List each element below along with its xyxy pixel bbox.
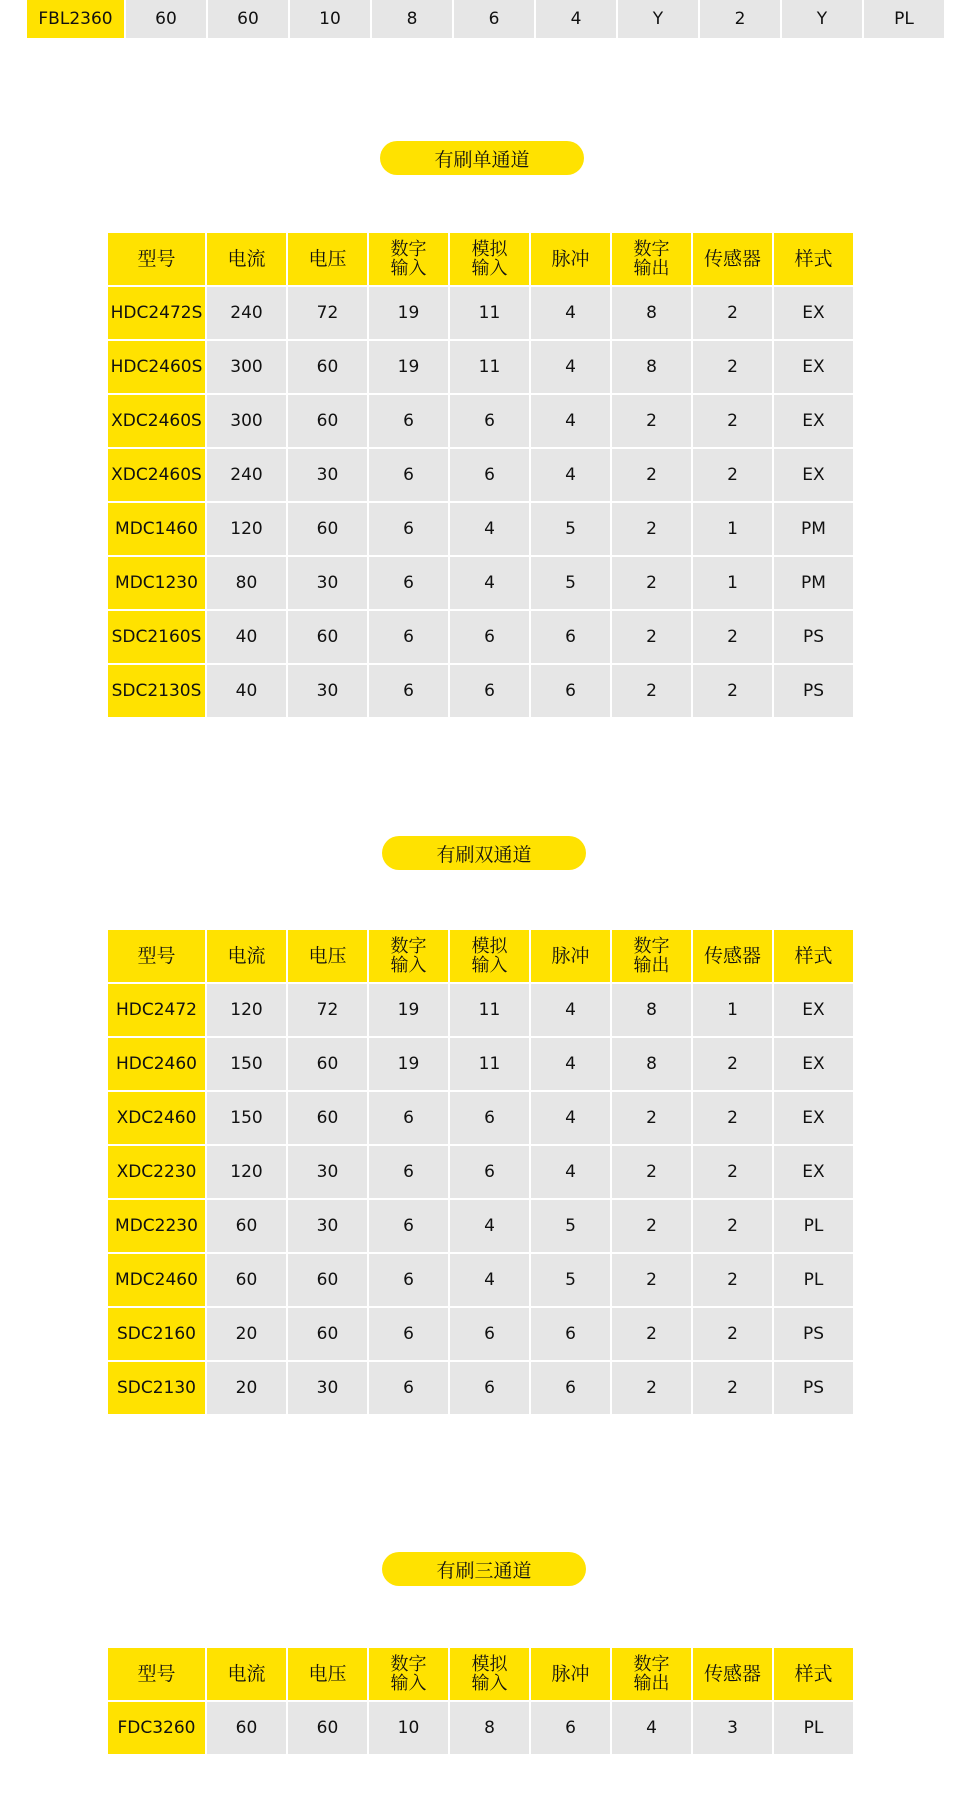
table-cell-pulse: 6 (531, 1308, 610, 1360)
header-pulse: 脉冲 (531, 930, 610, 982)
table-cell-digital-out: 2 (612, 395, 691, 447)
table-cell-digital-out: 8 (612, 341, 691, 393)
table-cell-voltage: 30 (288, 1200, 367, 1252)
section-title-dual-channel: 有刷双通道 (382, 836, 586, 870)
table-cell-current: 60 (207, 1254, 286, 1306)
model-cell: SDC2130S (108, 665, 205, 717)
table-cell-current: 150 (207, 1092, 286, 1144)
table-cell-pulse: 5 (531, 557, 610, 609)
model-cell: SDC2160 (108, 1308, 205, 1360)
table-cell-current: 60 (207, 1200, 286, 1252)
table-cell-digital-in: 6 (369, 1254, 448, 1306)
table-cell-analog-in: 6 (450, 1362, 529, 1414)
table-cell-style: EX (774, 341, 853, 393)
model-cell: XDC2460S (108, 395, 205, 447)
table-cell-sensor: 3 (693, 1702, 772, 1754)
header-style: 样式 (774, 1648, 853, 1700)
model-cell: MDC2230 (108, 1200, 205, 1252)
dual-channel-table (108, 930, 853, 1414)
table-cell-voltage: 60 (288, 1038, 367, 1090)
table-cell-digital-in: 6 (369, 1308, 448, 1360)
table-cell-style: PL (774, 1702, 853, 1754)
table-cell-current: 120 (207, 503, 286, 555)
table-cell-digital-in: 6 (369, 449, 448, 501)
header-model: 型号 (108, 233, 205, 285)
table-cell-digital-in: 6 (369, 557, 448, 609)
style-cell: PL (864, 0, 944, 38)
top-partial-row (27, 0, 944, 38)
table-cell-voltage: 60 (288, 503, 367, 555)
table-cell-analog-in: 11 (450, 341, 529, 393)
table-cell-pulse: 4 (531, 1092, 610, 1144)
table-cell-analog-in: 4 (450, 1200, 529, 1252)
model-cell: MDC2460 (108, 1254, 205, 1306)
table-cell-sensor: 2 (693, 1200, 772, 1252)
model-cell: SDC2160S (108, 611, 205, 663)
table-cell-voltage: 30 (288, 557, 367, 609)
table-cell-style: PS (774, 1308, 853, 1360)
table-cell-digital-out: 2 (612, 557, 691, 609)
table-cell-sensor: 1 (693, 984, 772, 1036)
header-digital-in: 数字 输入 (369, 930, 448, 982)
value-cell: Y (782, 0, 862, 38)
table-cell-digital-in: 6 (369, 1092, 448, 1144)
header-voltage: 电压 (288, 930, 367, 982)
table-cell-digital-out: 8 (612, 1038, 691, 1090)
table-cell-digital-in: 6 (369, 1200, 448, 1252)
table-cell-digital-out: 2 (612, 611, 691, 663)
table-cell-digital-out: 2 (612, 1146, 691, 1198)
table-cell-pulse: 6 (531, 1362, 610, 1414)
table-cell-analog-in: 6 (450, 449, 529, 501)
table-cell-current: 40 (207, 611, 286, 663)
table-cell-sensor: 2 (693, 1362, 772, 1414)
table-cell-digital-out: 2 (612, 1254, 691, 1306)
header-current: 电流 (207, 930, 286, 982)
table-cell-style: PL (774, 1200, 853, 1252)
header-style: 样式 (774, 233, 853, 285)
header-sensor: 传感器 (693, 233, 772, 285)
model-cell: FBL2360 (27, 0, 124, 38)
model-cell: SDC2130 (108, 1362, 205, 1414)
model-cell: HDC2460 (108, 1038, 205, 1090)
table-cell-current: 150 (207, 1038, 286, 1090)
table-cell-digital-in: 19 (369, 984, 448, 1036)
value-cell: 6 (454, 0, 534, 38)
table-cell-sensor: 1 (693, 503, 772, 555)
header-analog-in: 模拟 输入 (450, 1648, 529, 1700)
model-cell: XDC2460S (108, 449, 205, 501)
table-cell-current: 300 (207, 341, 286, 393)
table-cell-voltage: 60 (288, 1308, 367, 1360)
table-cell-analog-in: 4 (450, 1254, 529, 1306)
table-cell-analog-in: 11 (450, 1038, 529, 1090)
value-cell: 8 (372, 0, 452, 38)
single-channel-table (108, 233, 853, 717)
table-cell-sensor: 2 (693, 1254, 772, 1306)
table-cell-analog-in: 11 (450, 287, 529, 339)
table-cell-style: PL (774, 1254, 853, 1306)
triple-channel-table (108, 1648, 853, 1754)
table-cell-voltage: 60 (288, 395, 367, 447)
table-cell-pulse: 6 (531, 1702, 610, 1754)
header-analog-in: 模拟 输入 (450, 930, 529, 982)
header-pulse: 脉冲 (531, 233, 610, 285)
table-cell-pulse: 6 (531, 611, 610, 663)
table-cell-pulse: 6 (531, 665, 610, 717)
table-cell-current: 300 (207, 395, 286, 447)
table-cell-voltage: 30 (288, 449, 367, 501)
table-cell-digital-out: 4 (612, 1702, 691, 1754)
section-title-single-channel: 有刷单通道 (380, 141, 584, 175)
table-cell-sensor: 2 (693, 1146, 772, 1198)
table-cell-sensor: 1 (693, 557, 772, 609)
model-cell: MDC1460 (108, 503, 205, 555)
table-cell-digital-in: 19 (369, 1038, 448, 1090)
table-cell-pulse: 5 (531, 1200, 610, 1252)
table-cell-digital-out: 8 (612, 287, 691, 339)
table-cell-digital-in: 6 (369, 395, 448, 447)
table-cell-current: 20 (207, 1362, 286, 1414)
table-cell-pulse: 4 (531, 984, 610, 1036)
table-cell-sensor: 2 (693, 341, 772, 393)
value-cell: 4 (536, 0, 616, 38)
table-cell-analog-in: 6 (450, 1092, 529, 1144)
table-cell-current: 80 (207, 557, 286, 609)
table-cell-pulse: 4 (531, 1038, 610, 1090)
header-sensor: 传感器 (693, 1648, 772, 1700)
table-cell-sensor: 2 (693, 287, 772, 339)
header-digital-out: 数字 输出 (612, 1648, 691, 1700)
table-cell-digital-out: 2 (612, 503, 691, 555)
table-cell-pulse: 4 (531, 449, 610, 501)
table-cell-analog-in: 6 (450, 395, 529, 447)
model-cell: HDC2472 (108, 984, 205, 1036)
table-cell-style: PS (774, 1362, 853, 1414)
table-cell-digital-out: 2 (612, 1092, 691, 1144)
header-analog-in: 模拟 输入 (450, 233, 529, 285)
table-cell-analog-in: 6 (450, 1308, 529, 1360)
table-cell-voltage: 72 (288, 287, 367, 339)
table-cell-style: EX (774, 449, 853, 501)
header-current: 电流 (207, 1648, 286, 1700)
table-cell-analog-in: 6 (450, 611, 529, 663)
table-cell-voltage: 60 (288, 1092, 367, 1144)
value-cell: 10 (290, 0, 370, 38)
table-cell-style: PM (774, 557, 853, 609)
table-cell-current: 240 (207, 449, 286, 501)
table-cell-digital-in: 6 (369, 1146, 448, 1198)
value-cell: 2 (700, 0, 780, 38)
table-cell-style: EX (774, 1146, 853, 1198)
header-current: 电流 (207, 233, 286, 285)
table-cell-digital-in: 19 (369, 287, 448, 339)
table-cell-voltage: 30 (288, 665, 367, 717)
table-cell-pulse: 4 (531, 341, 610, 393)
table-cell-current: 20 (207, 1308, 286, 1360)
table-cell-sensor: 2 (693, 395, 772, 447)
table-cell-voltage: 30 (288, 1146, 367, 1198)
header-voltage: 电压 (288, 1648, 367, 1700)
header-digital-out: 数字 输出 (612, 930, 691, 982)
header-digital-out: 数字 输出 (612, 233, 691, 285)
table-cell-analog-in: 4 (450, 557, 529, 609)
voltage-cell: 60 (208, 0, 288, 38)
model-cell: HDC2472S (108, 287, 205, 339)
header-sensor: 传感器 (693, 930, 772, 982)
table-cell-style: EX (774, 984, 853, 1036)
table-cell-sensor: 2 (693, 1092, 772, 1144)
table-cell-style: PM (774, 503, 853, 555)
header-pulse: 脉冲 (531, 1648, 610, 1700)
table-cell-digital-out: 2 (612, 1200, 691, 1252)
header-model: 型号 (108, 1648, 205, 1700)
table-cell-digital-out: 2 (612, 449, 691, 501)
table-cell-pulse: 5 (531, 503, 610, 555)
table-cell-analog-in: 8 (450, 1702, 529, 1754)
table-cell-analog-in: 11 (450, 984, 529, 1036)
table-cell-current: 120 (207, 1146, 286, 1198)
table-cell-digital-out: 2 (612, 1308, 691, 1360)
table-cell-pulse: 4 (531, 1146, 610, 1198)
table-cell-digital-in: 6 (369, 503, 448, 555)
table-cell-voltage: 72 (288, 984, 367, 1036)
table-cell-pulse: 4 (531, 287, 610, 339)
table-cell-analog-in: 4 (450, 503, 529, 555)
table-cell-voltage: 30 (288, 1362, 367, 1414)
header-voltage: 电压 (288, 233, 367, 285)
header-digital-in: 数字 输入 (369, 233, 448, 285)
table-cell-digital-in: 19 (369, 341, 448, 393)
table-cell-current: 240 (207, 287, 286, 339)
current-cell: 60 (126, 0, 206, 38)
table-cell-sensor: 2 (693, 449, 772, 501)
section-title-triple-channel: 有刷三通道 (382, 1552, 586, 1586)
table-cell-analog-in: 6 (450, 1146, 529, 1198)
table-cell-digital-out: 2 (612, 665, 691, 717)
table-cell-sensor: 2 (693, 665, 772, 717)
value-cell: Y (618, 0, 698, 38)
model-cell: XDC2460 (108, 1092, 205, 1144)
table-cell-style: PS (774, 665, 853, 717)
table-cell-current: 40 (207, 665, 286, 717)
header-model: 型号 (108, 930, 205, 982)
table-cell-sensor: 2 (693, 611, 772, 663)
model-cell: HDC2460S (108, 341, 205, 393)
model-cell: FDC3260 (108, 1702, 205, 1754)
table-cell-style: PS (774, 611, 853, 663)
table-cell-digital-in: 6 (369, 665, 448, 717)
header-style: 样式 (774, 930, 853, 982)
table-cell-voltage: 60 (288, 341, 367, 393)
table-cell-pulse: 4 (531, 395, 610, 447)
table-cell-analog-in: 6 (450, 665, 529, 717)
table-cell-style: EX (774, 395, 853, 447)
table-cell-current: 60 (207, 1702, 286, 1754)
table-cell-digital-in: 6 (369, 1362, 448, 1414)
model-cell: XDC2230 (108, 1146, 205, 1198)
table-cell-voltage: 60 (288, 611, 367, 663)
table-cell-style: EX (774, 1092, 853, 1144)
table-cell-voltage: 60 (288, 1702, 367, 1754)
table-cell-digital-out: 2 (612, 1362, 691, 1414)
model-cell: MDC1230 (108, 557, 205, 609)
table-cell-voltage: 60 (288, 1254, 367, 1306)
table-cell-digital-out: 8 (612, 984, 691, 1036)
table-cell-style: EX (774, 1038, 853, 1090)
header-digital-in: 数字 输入 (369, 1648, 448, 1700)
table-cell-style: EX (774, 287, 853, 339)
table-cell-digital-in: 6 (369, 611, 448, 663)
table-cell-digital-in: 10 (369, 1702, 448, 1754)
table-cell-sensor: 2 (693, 1308, 772, 1360)
table-cell-pulse: 5 (531, 1254, 610, 1306)
table-cell-current: 120 (207, 984, 286, 1036)
table-cell-sensor: 2 (693, 1038, 772, 1090)
